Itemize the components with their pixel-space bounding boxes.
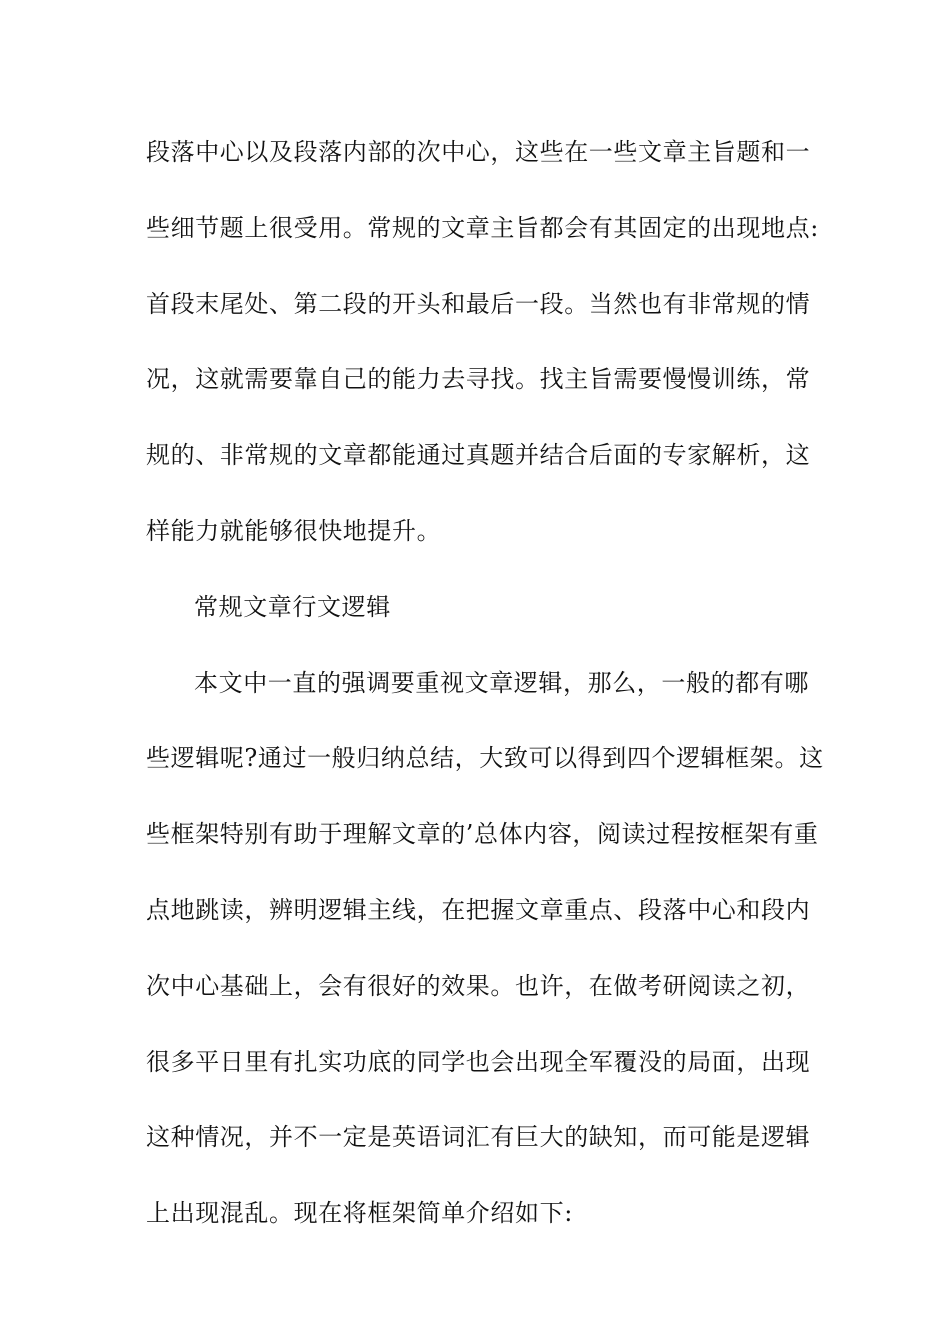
text-line: 点地跳读，辨明逻辑主线，在把握文章重点、段落中心和段内 bbox=[146, 895, 811, 924]
text-line: 次中心基础上，会有很好的效果。也许，在做考研阅读之初， bbox=[146, 971, 811, 1000]
text-line: 这种情况，并不一定是英语词汇有巨大的缺知，而可能是逻辑 bbox=[146, 1123, 811, 1152]
heading-text: 常规文章行文逻辑 bbox=[194, 592, 391, 621]
text-line: 上出现混乱。现在将框架简单介绍如下: bbox=[146, 1199, 573, 1228]
text-line: 规的、非常规的文章都能通过真题并结合后面的专家解析，这 bbox=[146, 441, 811, 470]
section-heading bbox=[146, 583, 816, 659]
text-line: 首段末尾处、第二段的开头和最后一段。当然也有非常规的情 bbox=[146, 289, 811, 318]
text-line: 本文中一直的强调要重视文章逻辑，那么，一般的都有哪 bbox=[194, 668, 809, 697]
text-line: 些逻辑呢?通过一般归纳总结，大致可以得到四个逻辑框架。这 bbox=[146, 744, 824, 773]
paragraph-main-idea bbox=[146, 128, 819, 583]
document-body bbox=[146, 128, 824, 1265]
text-line: 段落中心以及段落内部的次中心，这些在一些文章主旨题和一 bbox=[146, 138, 811, 166]
text-line: 样能力就能够很快地提升。 bbox=[146, 516, 442, 545]
text-line: 很多平日里有扎实功底的同学也会出现全军覆没的局面，出现 bbox=[146, 1047, 811, 1076]
text-line: 些细节题上很受用。常规的文章主旨都会有其固定的出现地点: bbox=[146, 213, 819, 242]
text-line: 些框架特别有助于理解文章的’总体内容，阅读过程按框架有重 bbox=[146, 820, 819, 849]
paragraph-logic-frameworks bbox=[146, 659, 824, 1265]
text-line: 况，这就需要靠自己的能力去寻找。找主旨需要慢慢训练，常 bbox=[146, 365, 811, 394]
